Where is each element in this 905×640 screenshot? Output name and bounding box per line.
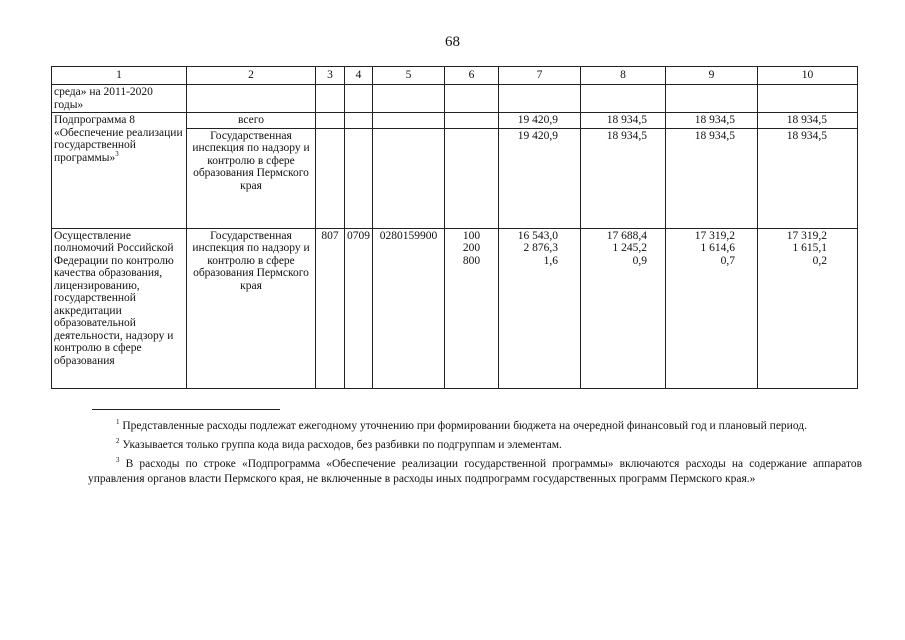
subprogram-executor-col7: 19 420,9: [499, 128, 581, 228]
budget-table: [51, 66, 858, 389]
program-name-continuation: среда» на 2011-2020 годы»: [52, 85, 187, 113]
header-cell-3: 3: [316, 67, 345, 85]
federal-powers-col5: 0280159900: [373, 228, 445, 388]
header-cell-4: 4: [345, 67, 373, 85]
footnote-1: $^1$ Представленные расходы подлежат ежегодному уточнению при формировании бюджета на очередной финансовый год и плановый период.: [116, 418, 807, 432]
subprogram-total-col7: 19 420,9: [499, 113, 581, 129]
subprogram-total-col10: 18 934,5: [758, 113, 858, 129]
expense-code: 100: [462, 229, 481, 242]
amount-value: 17 688,4: [606, 229, 647, 242]
subprogram-total-label: всего: [187, 113, 316, 129]
header-cell-2: 2: [187, 67, 316, 85]
header-cell-1: 1: [52, 67, 187, 85]
amount-value: 0,9: [632, 254, 647, 267]
footnote-3: $^3$ В расходы по строке «Подпрограмма «Обеспечение реализации государственной программы» включаются расходы на содержание аппаратов управления органов власти Пермского края, не включенные в расходы иных подпрограмм государственных программ Пермского края.»: [88, 456, 862, 485]
subprogram-executor-col8: 18 934,5: [581, 128, 666, 228]
footnote-2: $^2$ Указывается только группа кода вида расходов, без разбивки по подгруппам и элементам.: [116, 437, 562, 451]
federal-powers-col7: [499, 228, 581, 388]
footnotes: [88, 419, 862, 491]
table-row-subprogram-total: [52, 113, 858, 129]
amount-value: 0,2: [812, 254, 827, 267]
footnote-divider: [92, 409, 280, 410]
header-cell-7: 7: [499, 67, 581, 85]
header-cell-8: 8: [581, 67, 666, 85]
header-row: [52, 67, 858, 85]
header-cell-9: 9: [666, 67, 758, 85]
federal-powers-col8: [581, 228, 666, 388]
footnote-mark: 2: [116, 437, 120, 446]
federal-powers-col6: [445, 228, 499, 388]
table-row-continuation: [52, 85, 858, 113]
amount-value: 1 615,1: [792, 242, 827, 254]
subprogram-executor-col9: 18 934,5: [666, 128, 758, 228]
subprogram-total-col8: 18 934,5: [581, 113, 666, 129]
federal-powers-executor: Государственная инспекция по надзору и контролю в сфере образования Пермского края: [187, 228, 316, 388]
subprogram-executor-name: Государственная инспекция по надзору и контролю в сфере образования Пермского края: [187, 128, 316, 228]
subprogram-executor-col10: 18 934,5: [758, 128, 858, 228]
footnote-ref-3: 3: [115, 149, 119, 158]
page-number: 68: [445, 34, 460, 50]
expense-code: 200: [462, 242, 481, 254]
federal-powers-col3: 807: [316, 228, 345, 388]
expense-code: 800: [462, 254, 481, 267]
amount-value: 17 319,2: [786, 229, 827, 242]
header-cell-6: 6: [445, 67, 499, 85]
amount-value: 1 245,2: [612, 242, 647, 254]
header-cell-5: 5: [373, 67, 445, 85]
amount-value: 1 614,6: [700, 242, 735, 254]
subprogram-total-col9: 18 934,5: [666, 113, 758, 129]
footnote-mark: 1: [116, 418, 120, 427]
federal-powers-col9: [666, 228, 758, 388]
footnote-mark: 3: [116, 456, 120, 465]
amount-value: 0,7: [720, 254, 735, 267]
federal-powers-name: Осуществление полномочий Российской Федерации по контролю качества образования, лицензированию, государственной аккредитации образовательной деятельности, надзору и контролю в сфере образования: [52, 228, 187, 388]
amount-value: 17 319,2: [694, 229, 735, 242]
federal-powers-col10: [758, 228, 858, 388]
federal-powers-col4: 0709: [345, 228, 373, 388]
amount-value: 16 543,0: [517, 229, 558, 242]
subprogram-8-name: Подпрограмма 8 «Обеспечение реализации государственной программы»$^3$: [52, 113, 187, 229]
table-row-federal-powers: [52, 228, 858, 388]
header-cell-10: 10: [758, 67, 858, 85]
amount-value: 2 876,3: [523, 242, 558, 254]
amount-value: 1,6: [543, 254, 558, 267]
